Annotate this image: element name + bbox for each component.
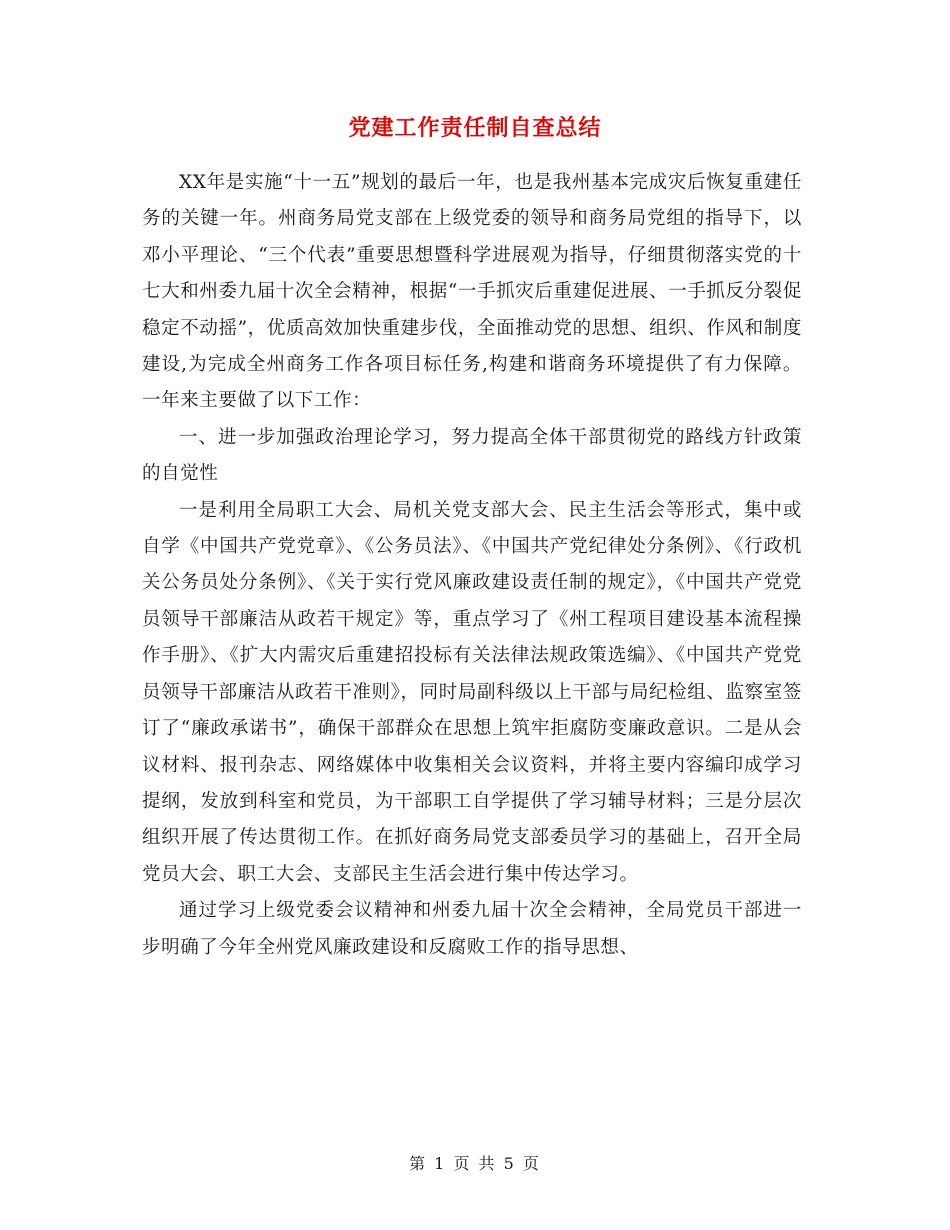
document-body xyxy=(142,165,802,966)
document-title: 党建工作责任制自查总结 xyxy=(348,115,602,141)
paragraph-study-measures: 一是利用全局职工大会、局机关党支部大会、民主生活会等形式，集中或自学《中国共产党党章》、《公务员法》、《中国共产党纪律处分条例》、《行政机关公务员处分条例》、《关于实行党风廉政建设责任制的规定》，《中国共产党党员领导干部廉洁从政若干规定》等，重点学习了《州工程项目建设基本流程操作手册》、《扩大内需灾后重建招投标有关法律法规政策选编》、《中国共产党党员领导干部廉洁从政若干准则》，同时局副科级以上干部与局纪检组、监察室签订了“廉政承诺书”，确保干部群众在思想上筑牢拒腐防变廉政意识。二是从会议材料、报刊杂志、网络媒体中收集相关会议资料，并将主要内容编印成学习提纲，发放到科室和党员，为干部职工自学提供了学习辅导材料；三是分层次组织开展了传达贯彻工作。在抓好商务局党支部委员学习的基础上，召开全局党员大会、职工大会、支部民主生活会进行集中传达学习。 xyxy=(142,499,802,885)
paragraph-intro: XX年是实施“十一五”规划的最后一年，也是我州基本完成灾后恢复重建任务的关键一年。州商务局党支部在上级党委的领导和商务局党组的指导下，以邓小平理论、“三个代表”重要思想暨科学进展观为指导，仔细贯彻落实党的十七大和州委九届十次全会精神，根据“一手抓灾后重建促进展、一手抓反分裂促稳定不动摇”，优质高效加快重建步伐，全面推动党的思想、组织、作风和制度建设,为完成全州商务工作各项目标任务,构建和谐商务环境提供了有力保障。一年来主要做了以下工作： xyxy=(142,172,802,412)
paragraph-study-results: 通过学习上级党委会议精神和州委九届十次全会精神，全局党员干部进一步明确了今年全州党风廉政建设和反腐败工作的指导思想、 xyxy=(142,900,802,958)
page-footer: 第 1 页 共 5 页 xyxy=(409,1154,541,1173)
paragraph-section-heading: 一、进一步加强政治理论学习，努力提高全体干部贯彻党的路线方针政策的自觉性 xyxy=(142,426,802,485)
